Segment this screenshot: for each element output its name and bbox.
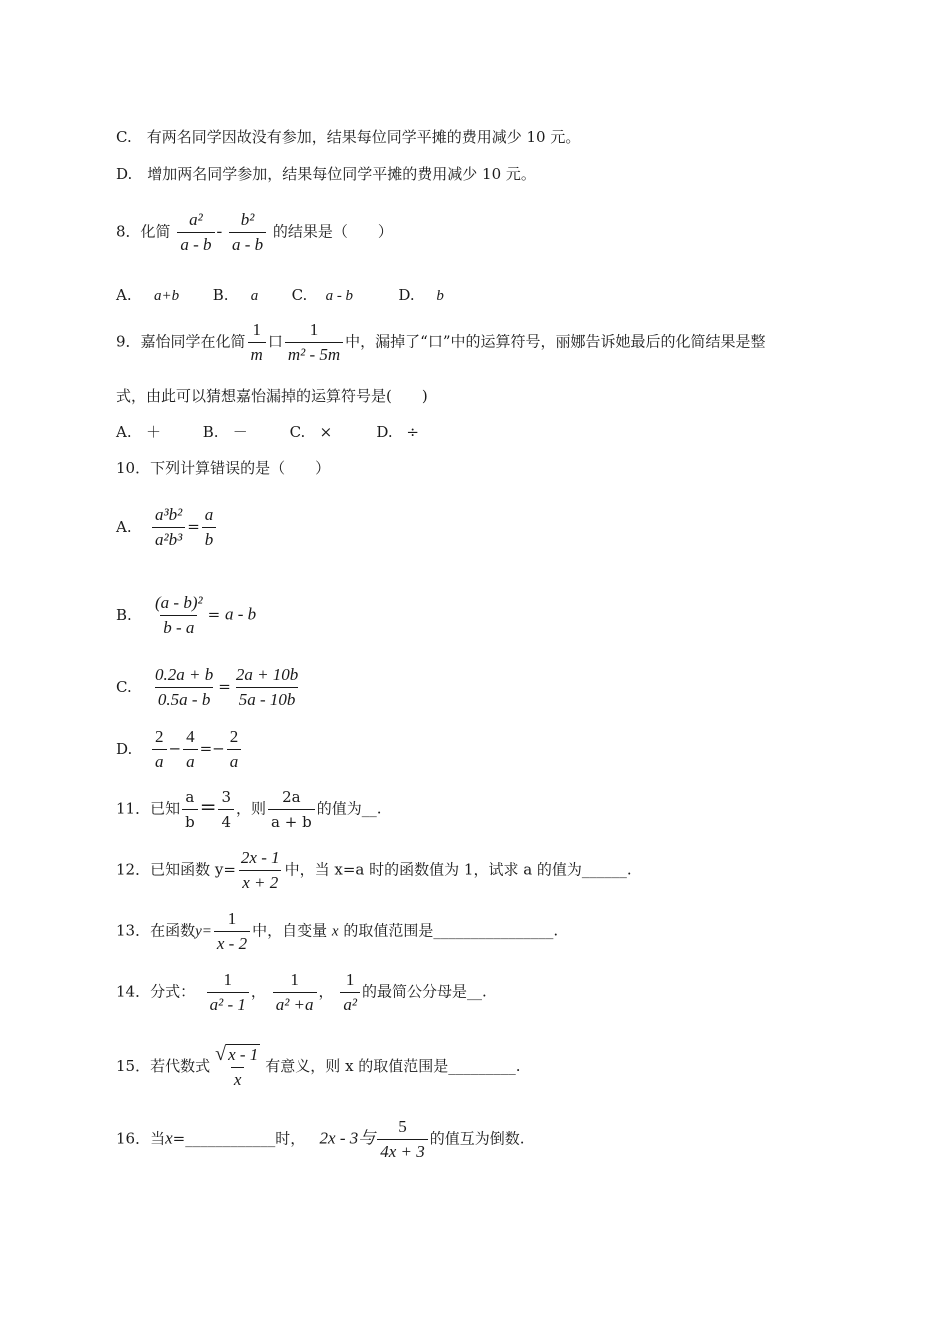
q9-option-a: ＋: [146, 423, 162, 441]
q8-fraction-1: $\frac{\text{a²}}{a - b}$: [177, 210, 214, 255]
question-9: 9．嘉怡同学在化简 $\frac{1}{m}$ 口 $\frac{1}{\text{m² - 5m}}$ 中，漏掉了“口”中的运算符号，丽娜告诉她最后的化简结果是整: [116, 320, 766, 364]
q10-option-a: A. $\frac{\text{a³b²}}{\text{a²b³}}$ = $\frac{a}{b}$: [116, 505, 218, 550]
q8-option-b: a: [250, 288, 259, 304]
q9-options: A. ＋ B. － C. × D. ÷: [116, 423, 419, 441]
q9-fraction-2: $\frac{1}{\text{m² - 5m}}$: [285, 320, 343, 365]
q8-prefix: 8．化简: [116, 222, 171, 241]
q8-options: A. a+b B. a C. a - b D. b: [116, 286, 444, 304]
question-11: 11．已知 $\frac{a}{b}$ = $\frac{3}{4}$ ，则 $\frac{2a}{a + b}$ 的值为__.: [116, 788, 382, 831]
question-12: 12．已知函数 y= $\frac{2x - 1}{x + 2}$ 中，当 x=a 时的函数值为 1，试求 a 的值为______.: [116, 848, 632, 892]
question-14: 14．分式： $\frac{1}{\text{a² - 1}}$ ， $\frac{1}{\text{a² +a}}$ ， $\frac{1}{\text{a²}}$ 的最简公分母是__.: [116, 970, 487, 1014]
q10-option-b: B. $\frac{\text{(a - b)²}}{b - a}$ = a - b: [116, 593, 257, 637]
q8-suffix: 的结果是（ ）: [272, 222, 393, 241]
q9-option-d: ÷: [406, 423, 419, 441]
option-c-line: C. 有两名同学因故没有参加，结果每位同学平摊的费用减少 10 元。: [116, 128, 581, 146]
q9-line-2: 式，由此可以猜想嘉怡漏掉的运算符号是( ): [116, 387, 428, 405]
q8-minus: -: [216, 221, 223, 241]
question-10: 10．下列计算错误的是（ ）: [116, 459, 331, 477]
q8-option-d: b: [436, 288, 444, 304]
q10-option-d: D. $\frac{2}{a}$ − $\frac{4}{a}$ =− $\frac{2}{a}$: [116, 727, 243, 772]
question-8: [116, 210, 393, 255]
q8-option-a: a+b: [154, 288, 180, 304]
q8-fraction-2: $\frac{\text{b²}}{a - b}$: [229, 210, 266, 255]
option-d-line: D. 增加两名同学参加，结果每位同学平摊的费用减少 10 元。: [116, 165, 536, 183]
q10-option-c: C. $\frac{0.2a + b}{0.5a - b}$ = $\frac{2a + 10b}{5a - 10b}$: [116, 665, 299, 709]
q9-box: 口: [267, 332, 283, 351]
q9-option-c: ×: [319, 423, 333, 441]
question-16: 16．当x=____________时， 2x - 3与 $\frac{5}{4x + 3}$ 的值互为倒数.: [116, 1117, 525, 1161]
q9-option-b: －: [232, 423, 248, 441]
q9-fraction-1: $\frac{1}{m}$: [248, 320, 266, 365]
question-15: 15．若代数式 $\frac{√ x - 1}{x}$ 有意义，则 x 的取值范围是_________.: [116, 1043, 521, 1089]
question-13: 13．在函数y= $\frac{1}{x - 2}$ 中，自变量 x 的取值范围是________________.: [116, 909, 559, 953]
q8-option-c: a - b: [325, 288, 354, 304]
